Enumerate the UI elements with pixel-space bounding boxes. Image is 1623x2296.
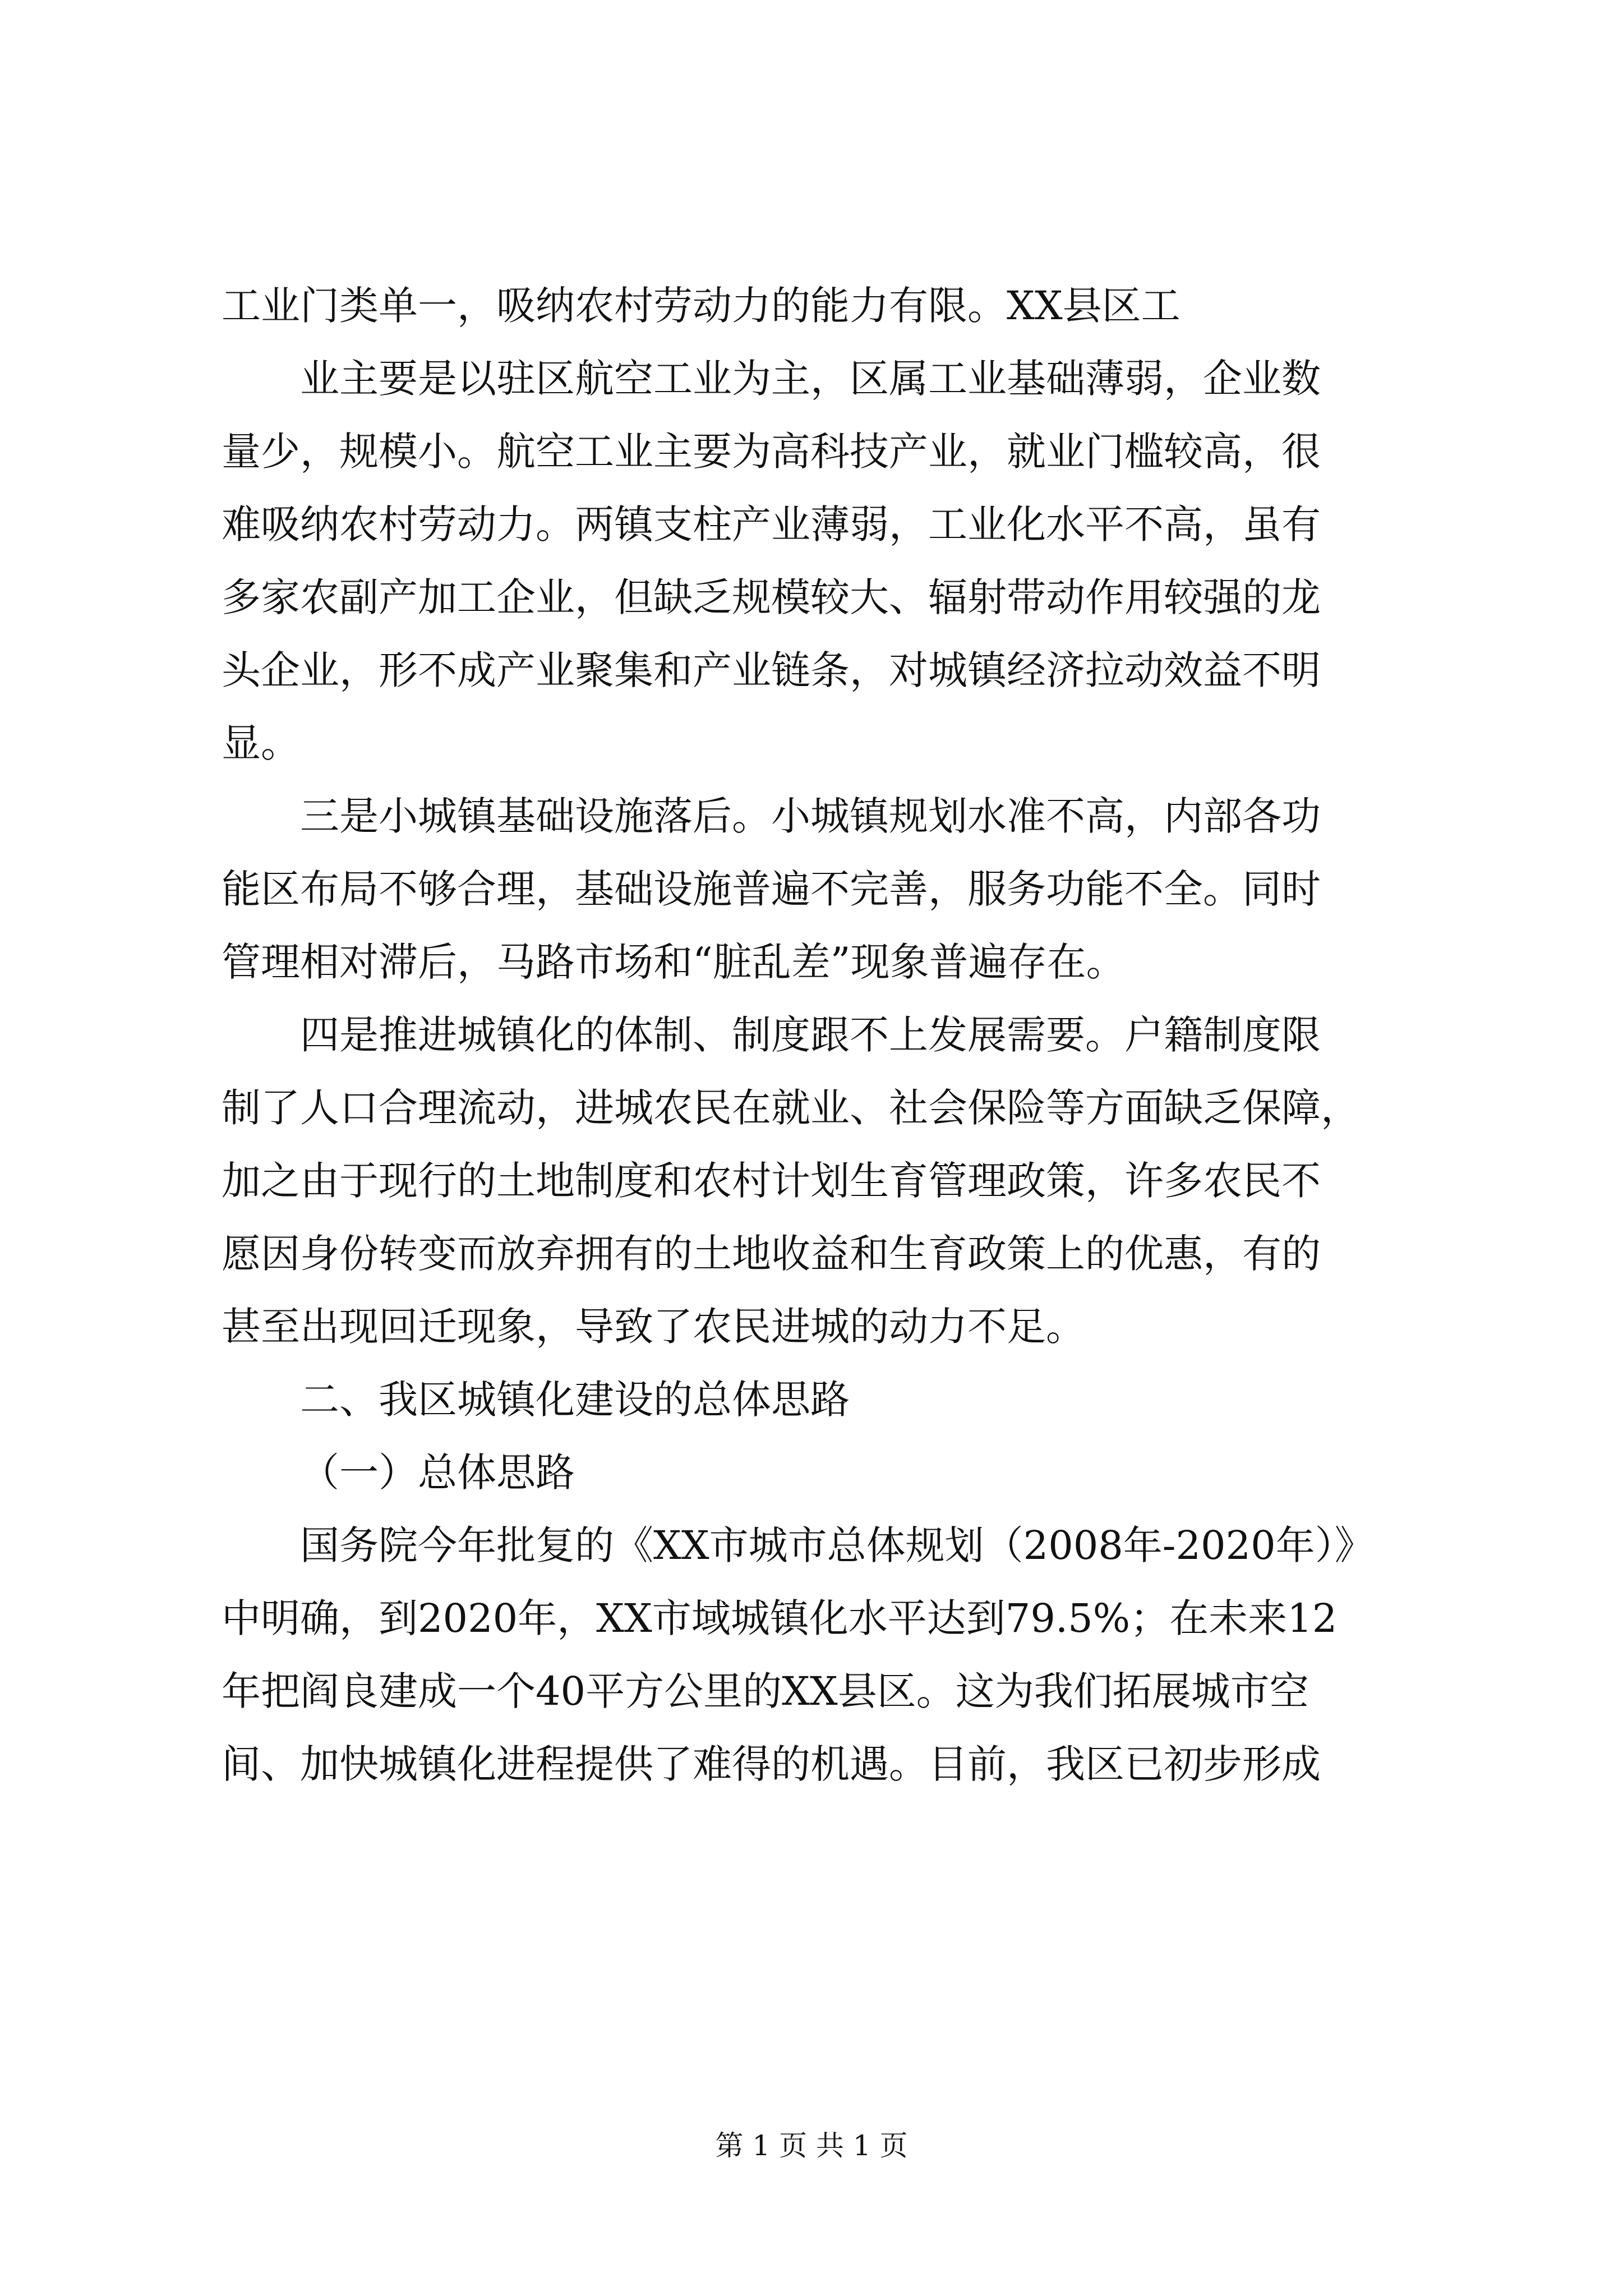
text-line: 工业门类单一，吸纳农村劳动力的能力有限。XX县区工 bbox=[222, 283, 1181, 329]
text-line: 间、加快城镇化进程提供了难得的机遇。目前，我区已初步形成 bbox=[222, 1741, 1321, 1787]
subsection-heading: （一）总体思路 bbox=[300, 1450, 575, 1496]
text-line: 国务院今年批复的《XX市城市总体规划（2008年-2020年）》 bbox=[300, 1522, 1374, 1568]
text-line: 年把阎良建成一个40平方公里的XX县区。这为我们拓展城市空 bbox=[222, 1668, 1309, 1714]
text-line: 能区布局不够合理，基础设施普遍不完善，服务功能不全。同时 bbox=[222, 866, 1321, 912]
text-line: 头企业，形不成产业聚集和产业链条，对城镇经济拉动效益不明 bbox=[222, 647, 1321, 693]
page-footer: 第 1 页 共 1 页 bbox=[715, 2129, 908, 2162]
text-line: 难吸纳农村劳动力。两镇支柱产业薄弱，工业化水平不高，虽有 bbox=[222, 501, 1321, 547]
section-heading: 二、我区城镇化建设的总体思路 bbox=[300, 1377, 850, 1423]
text-line: 多家农副产加工企业，但缺乏规模较大、辐射带动作用较强的龙 bbox=[222, 574, 1321, 620]
text-line: 管理相对滞后，马路市场和“脏乱差”现象普遍存在。 bbox=[222, 939, 1126, 985]
text-line: 业主要是以驻区航空工业为主，区属工业基础薄弱，企业数 bbox=[300, 356, 1321, 402]
text-line: 制了人口合理流动，进城农民在就业、社会保险等方面缺乏保障， bbox=[222, 1085, 1360, 1131]
text-line: 甚至出现回迁现象，导致了农民进城的动力不足。 bbox=[222, 1304, 1085, 1350]
text-line: 显。 bbox=[222, 720, 300, 766]
text-line: 四是推进城镇化的体制、制度跟不上发展需要。户籍制度限 bbox=[300, 1012, 1321, 1058]
text-line: 加之由于现行的土地制度和农村计划生育管理政策，许多农民不 bbox=[222, 1158, 1321, 1204]
text-line: 量少，规模小。航空工业主要为高科技产业，就业门槛较高，很 bbox=[222, 429, 1321, 475]
text-line: 三是小城镇基础设施落后。小城镇规划水准不高，内部各功 bbox=[300, 793, 1321, 839]
text-line: 中明确，到2020年，XX市域城镇化水平达到79.5%；在未来12 bbox=[222, 1595, 1338, 1641]
text-line: 愿因身份转变而放弃拥有的土地收益和生育政策上的优惠，有的 bbox=[222, 1231, 1321, 1277]
